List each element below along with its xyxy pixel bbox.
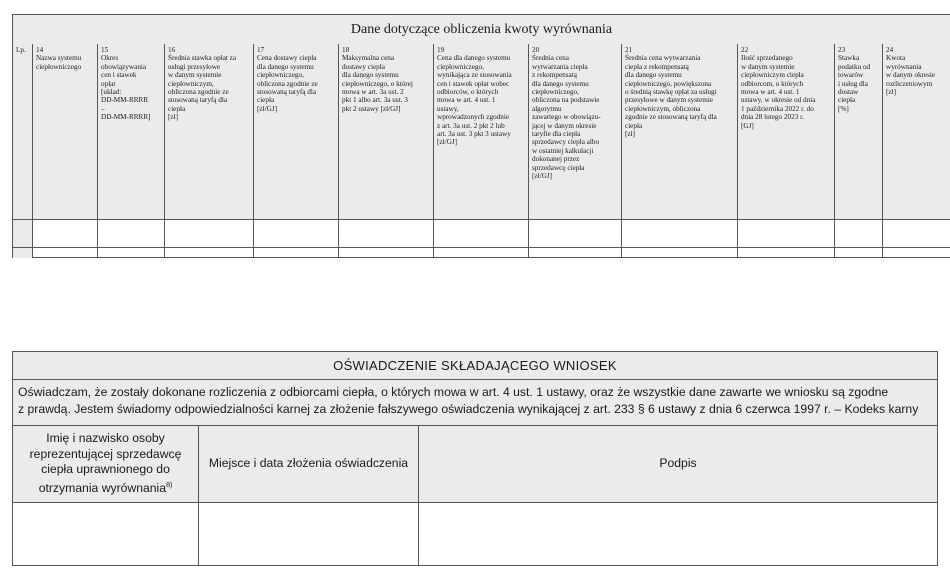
header-col-19	[434, 44, 529, 219]
declaration-statement-line: z prawdą. Jestem świadomy odpowiedzialności karnej za złożenie fałszywego oświadczenia wynikającej z art. 233 § 6 ustawy z dnia 6 czerwca 1997 r. – Kodeks karny	[18, 402, 919, 416]
header-lp-label: Lp.	[16, 46, 26, 54]
input-cell[interactable]	[339, 248, 434, 258]
header-col-22	[738, 44, 835, 219]
column-number: 16	[168, 46, 176, 54]
column-number: 18	[342, 46, 350, 54]
input-cell[interactable]	[165, 220, 254, 247]
input-cell[interactable]	[33, 248, 98, 258]
header-col-17	[254, 44, 339, 219]
input-cell[interactable]	[529, 248, 622, 258]
input-cell[interactable]	[98, 248, 165, 258]
column-description: Ilość sprzedanego w danym systemie ciepłowniczym ciepła odbiorcom, o których mowa w art. 4 ust. 1 ustawy, w okresie od dnia 1 października 2022 r. do dnia 28 lutego 2023 r. [GJ]	[741, 54, 816, 130]
column-description: Maksymalna cena dostawy ciepła dla danego systemu ciepłowniczego, o której mowa w art. 3a ust. 2 pkt 1 albo art. 3a ust. 3 pkt 2 ustawy [zł/GJ]	[342, 54, 413, 113]
place-date-field[interactable]	[199, 503, 419, 565]
declaration-title: OŚWIADCZENIE SKŁADAJĄCEGO WNIOSEK	[13, 352, 937, 380]
declaration-statement-line: Oświadczam, że zostały dokonane rozliczenia z odbiorcami ciepła, o których mowa w art. 4 ust. 1 ustawy, oraz że wszystkie dane zawarte we wniosku są zgodne	[18, 385, 889, 399]
header-place-date	[199, 426, 419, 502]
column-number: 23	[838, 46, 846, 54]
column-description: Stawka podatku od towarów i usług dla dostaw ciepła [%]	[838, 54, 871, 113]
column-number: 21	[625, 46, 633, 54]
input-cell[interactable]	[738, 248, 835, 258]
column-description: Cena dostawy ciepła dla danego systemu ciepłowniczego, obliczona zgodnie ze stosowaną taryfą dla ciepła [zł/GJ]	[257, 54, 318, 113]
table-header-row	[13, 44, 950, 220]
table-row	[13, 220, 950, 248]
header-col-18	[339, 44, 434, 219]
column-description: Średnia cena wytwarzania ciepła z rekompensatą dla danego systemu ciepłowniczego, powiększona o średnią stawkę opłat za usługi przesyłowe w danym systemie ciepłowniczym, obliczona zgodnie ze stosowaną taryfą dla ciepła [zł]	[625, 54, 717, 139]
input-cell[interactable]	[622, 248, 738, 258]
header-representative-label: Imię i nazwisko osoby reprezentującej sprzedawcę ciepła uprawnionego do otrzymania wyrównania	[29, 431, 182, 496]
representative-name-field[interactable]	[13, 503, 199, 565]
header-col-23	[835, 44, 883, 219]
declaration-header-row	[13, 426, 937, 503]
column-description: Nazwa systemu ciepłowniczego	[36, 54, 82, 71]
header-col-24	[883, 44, 950, 219]
header-representative-name-text	[19, 431, 192, 496]
declaration-table	[12, 351, 938, 566]
signature-field[interactable]	[419, 503, 937, 565]
input-cell[interactable]	[738, 220, 835, 247]
input-cell[interactable]	[434, 220, 529, 247]
input-cell[interactable]	[434, 248, 529, 258]
column-number: 17	[257, 46, 265, 54]
input-cell[interactable]	[98, 220, 165, 247]
input-cell[interactable]	[33, 220, 98, 247]
input-cell[interactable]	[835, 220, 883, 247]
header-lp	[13, 44, 33, 219]
column-number: 15	[101, 46, 109, 54]
column-number: 22	[741, 46, 749, 54]
column-description: Kwota wyrównania w danym okresie rozliczeniowym [zł]	[886, 54, 936, 97]
column-description: Cena dla danego systemu ciepłowniczego, wynikająca ze stosowania cen i stawek opłat wobec odbiorców, o których mowa w art. 4 ust. 1 ustawy, wprowadzonych zgodnie z art. 3a ust. 2 pkt 2 lub art. 3a ust. 3 pkt 3 ustawy [zł/GJ]	[437, 54, 512, 147]
footnote-marker: 8)	[166, 481, 173, 489]
column-description: Średnia stawka opłat za usługi przesyłowe w danym systemie ciepłowniczym, obliczona zgodnie ze stosowaną taryfą dla ciepła [zł]	[168, 54, 237, 122]
header-col-16	[165, 44, 254, 219]
input-cell[interactable]	[165, 248, 254, 258]
column-description: Okres obowiązywania cen i stawek opłat [układ: DD-MM-RRRR – DD-MM-RRRR]	[101, 54, 151, 122]
input-cell[interactable]	[883, 220, 950, 247]
header-col-20	[529, 44, 622, 219]
input-cell[interactable]	[254, 220, 339, 247]
header-representative-name	[13, 426, 199, 502]
input-cell[interactable]	[529, 220, 622, 247]
header-col-14	[33, 44, 98, 219]
lp-cell	[13, 248, 33, 258]
header-col-21	[622, 44, 738, 219]
header-signature-label: Podpis	[659, 456, 697, 471]
header-col-15	[98, 44, 165, 219]
input-cell[interactable]	[883, 248, 950, 258]
table-row	[13, 248, 950, 258]
column-number: 24	[886, 46, 894, 54]
header-place-date-label: Miejsce i data złożenia oświadczenia	[208, 456, 409, 471]
input-cell[interactable]	[254, 248, 339, 258]
table-title: Dane dotyczące obliczenia kwoty wyrównania	[13, 15, 950, 45]
header-signature	[419, 426, 937, 502]
column-number: 19	[437, 46, 445, 54]
settlement-data-table	[12, 14, 950, 258]
input-cell[interactable]	[339, 220, 434, 247]
column-number: 20	[532, 46, 540, 54]
declaration-statement	[13, 380, 937, 426]
input-cell[interactable]	[622, 220, 738, 247]
column-description: Średnia cena wytwarzania ciepła z rekompensatą dla danego systemu ciepłowniczego, obliczona na podstawie algorytmu zawartego w obowiązu- jącej w danym okresie taryfie dla ciepła sprzedawcy ciepła albo w ostatniej kalkulacji dokonanej przez sprzedawcę ciepła [zł/GJ]	[532, 54, 601, 181]
lp-cell	[13, 220, 33, 247]
input-cell[interactable]	[835, 248, 883, 258]
column-number: 14	[36, 46, 44, 54]
